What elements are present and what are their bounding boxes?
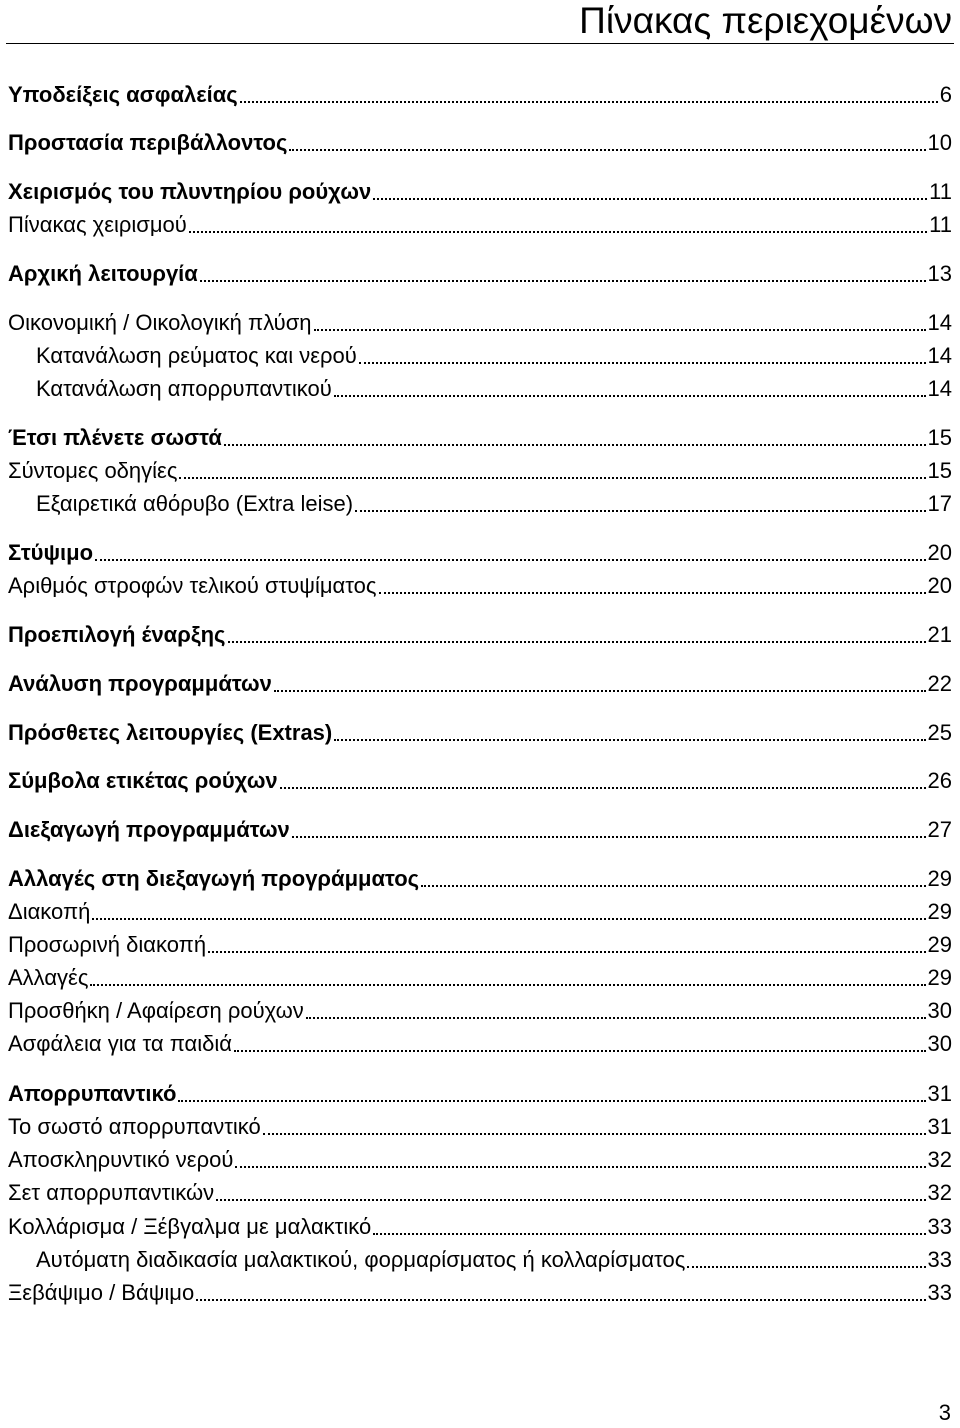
toc-dot-leader: [306, 1017, 926, 1019]
toc-dot-leader: [379, 592, 926, 594]
toc-dot-leader: [216, 1199, 925, 1201]
toc-entry-title: Αυτόματη διαδικασία μαλακτικού, φορμαρίσματος ή κολλαρίσματος: [36, 1247, 686, 1272]
toc-dot-leader: [179, 477, 925, 479]
toc-entry[interactable]: [8, 992, 952, 1024]
toc-entry-page: 21: [927, 622, 952, 647]
toc-entry-title: Προσθήκη / Αφαίρεση ρούχων: [8, 998, 304, 1023]
toc-dot-leader: [314, 329, 926, 331]
toc-entry[interactable]: [8, 1208, 952, 1240]
toc-entry-page: 17: [927, 491, 952, 516]
toc-entry[interactable]: [8, 534, 952, 566]
toc-entry-page: 33: [927, 1214, 952, 1239]
toc-entry-page: 29: [927, 899, 952, 924]
toc-entry-page: 10: [927, 130, 952, 155]
toc-entry-page: 30: [927, 998, 952, 1023]
toc-entry-page: 14: [927, 343, 952, 368]
toc-entry-page: 33: [927, 1247, 952, 1272]
toc-entry-title: Αλλαγές: [8, 965, 89, 990]
toc-dot-leader: [178, 1100, 925, 1102]
toc-dot-leader: [208, 951, 925, 953]
toc-entry-title: Πρόσθετες λειτουργίες (Extras): [8, 720, 333, 745]
toc-dot-leader: [95, 559, 925, 561]
toc-entry-page: 32: [927, 1147, 952, 1172]
toc-entry-page: 30: [927, 1031, 952, 1056]
page-number: 3: [938, 1400, 951, 1425]
toc-dot-leader: [200, 280, 926, 282]
toc-entry[interactable]: [8, 1274, 952, 1306]
toc-entry-page: 25: [927, 720, 952, 745]
toc-dot-leader: [224, 444, 926, 446]
toc-entry-title: Ασφάλεια για τα παιδιά: [8, 1031, 233, 1056]
toc-entry-title: Υποδείξεις ασφαλείας: [8, 82, 238, 107]
toc-dot-leader: [196, 1299, 925, 1301]
toc-entry-page: 29: [927, 965, 952, 990]
toc-entry-title: Αλλαγές στη διεξαγωγή προγράμματος: [8, 866, 420, 891]
toc-dot-leader: [292, 836, 926, 838]
toc-dot-leader: [687, 1266, 925, 1268]
toc-entry[interactable]: [8, 762, 952, 794]
toc-entry-page: 27: [927, 817, 952, 842]
toc-dot-leader: [92, 918, 925, 920]
toc-entry-page: 13: [927, 261, 952, 286]
toc-entry-page: 31: [927, 1114, 952, 1139]
toc-entry-page: 31: [927, 1081, 952, 1106]
toc-entry-page: 32: [927, 1180, 952, 1205]
toc-dot-leader: [263, 1133, 926, 1135]
page-title: Πίνακας περιεχομένων: [579, 0, 952, 41]
toc-entry-page: 6: [939, 82, 952, 107]
toc-dot-leader: [274, 690, 926, 692]
toc-entry-title: Προεπιλογή έναρξης: [8, 622, 226, 647]
toc-entry-title: Στύψιμο: [8, 540, 94, 565]
toc-dot-leader: [334, 395, 926, 397]
toc-entry[interactable]: [8, 304, 952, 336]
toc-dot-leader: [373, 1233, 925, 1235]
toc-entry-title: Ξεβάψιμο / Βάψιμο: [8, 1280, 195, 1305]
toc-entry[interactable]: [8, 76, 952, 108]
toc-dot-leader: [334, 739, 925, 741]
toc-dot-leader: [373, 198, 927, 200]
toc-dot-leader: [280, 787, 926, 789]
toc-entry-page: 11: [929, 212, 952, 237]
toc-entry[interactable]: [8, 1075, 952, 1107]
toc-entry[interactable]: [8, 1108, 952, 1140]
toc-entry-title: Οικονομική / Οικολογική πλύση: [8, 310, 312, 335]
toc-entry[interactable]: [8, 206, 952, 238]
toc-entry[interactable]: [8, 1025, 952, 1057]
toc-entry-title: Προστασία περιβάλλοντος: [8, 130, 288, 155]
toc-entry-title: Διακοπή: [8, 899, 91, 924]
toc-entry[interactable]: [8, 616, 952, 648]
toc-entry[interactable]: [8, 124, 952, 156]
toc-entry[interactable]: [8, 665, 952, 697]
toc-entry-page: 11: [929, 179, 952, 204]
toc-entry-title: Διεξαγωγή προγραμμάτων: [8, 817, 290, 842]
toc-entry[interactable]: [8, 811, 952, 843]
toc-entry[interactable]: [36, 485, 952, 517]
toc-entry-title: Χειρισμός του πλυντηρίου ρούχων: [8, 179, 372, 204]
toc-entry[interactable]: [8, 419, 952, 451]
toc-dot-leader: [240, 101, 938, 103]
toc-entry-page: 20: [927, 573, 952, 598]
toc-entry-page: 22: [927, 671, 952, 696]
toc-entry-page: 26: [927, 768, 952, 793]
toc-entry[interactable]: [36, 1241, 952, 1273]
toc-dot-leader: [90, 984, 925, 986]
toc-dot-leader: [359, 362, 926, 364]
toc-entry-title: Αρχική λειτουργία: [8, 261, 198, 286]
toc-dot-leader: [421, 885, 925, 887]
toc-entry-title: Απορρυπαντικό: [8, 1081, 177, 1106]
toc-entry-title: Κατανάλωση ρεύματος και νερού: [36, 343, 357, 368]
toc-entry[interactable]: [8, 452, 952, 484]
toc-dot-leader: [234, 1050, 925, 1052]
toc-entry[interactable]: [8, 255, 952, 287]
toc-entry[interactable]: [8, 860, 952, 892]
toc-dot-leader: [289, 149, 925, 151]
toc-entry-page: 14: [927, 310, 952, 335]
toc-entry[interactable]: [8, 959, 952, 991]
toc-entry-title: Πίνακας χειρισμού: [8, 212, 187, 237]
toc-entry[interactable]: [8, 926, 952, 958]
toc-dot-leader: [355, 510, 925, 512]
toc-entry[interactable]: [8, 567, 952, 599]
toc-entry-title: Το σωστό απορρυπαντικό: [8, 1114, 261, 1139]
toc-entry-title: Προσωρινή διακοπή: [8, 932, 207, 957]
toc-entry-page: 29: [927, 932, 952, 957]
toc-entry-page: 29: [927, 866, 952, 891]
toc-entry[interactable]: [36, 337, 952, 369]
toc-dot-leader: [235, 1166, 925, 1168]
toc-entry-title: Αριθμός στροφών τελικού στυψίματος: [8, 573, 377, 598]
toc-entry-page: 14: [927, 376, 952, 401]
toc-entry[interactable]: [8, 1141, 952, 1173]
toc-entry[interactable]: [8, 173, 952, 205]
toc-entry[interactable]: [36, 370, 952, 402]
toc-entry[interactable]: [8, 714, 952, 746]
toc-entry-title: Ανάλυση προγραμμάτων: [8, 671, 272, 696]
toc-entry-title: Σύμβολα ετικέτας ρούχων: [8, 768, 278, 793]
toc-entry[interactable]: [8, 893, 952, 925]
toc-entry-title: Εξαιρετικά αθόρυβο (Extra leise): [36, 491, 354, 516]
toc-entry-title: Κατανάλωση απορρυπαντικού: [36, 376, 332, 401]
toc-entry[interactable]: [8, 1174, 952, 1206]
toc-entry-title: Έτσι πλένετε σωστά: [8, 425, 222, 450]
toc-entry-page: 20: [927, 540, 952, 565]
toc-dot-leader: [189, 231, 927, 233]
toc-entry-title: Αποσκληρυντικό νερού: [8, 1147, 234, 1172]
toc-entry-title: Σύντομες οδηγίες: [8, 458, 178, 483]
toc-entry-title: Κολλάρισμα / Ξέβγαλμα με μαλακτικό: [8, 1214, 372, 1239]
toc-dot-leader: [228, 641, 926, 643]
toc-entry-page: 15: [927, 458, 952, 483]
toc-entry-page: 15: [927, 425, 952, 450]
toc-entry-page: 33: [927, 1280, 952, 1305]
toc-entry-title: Σετ απορρυπαντικών: [8, 1180, 215, 1205]
